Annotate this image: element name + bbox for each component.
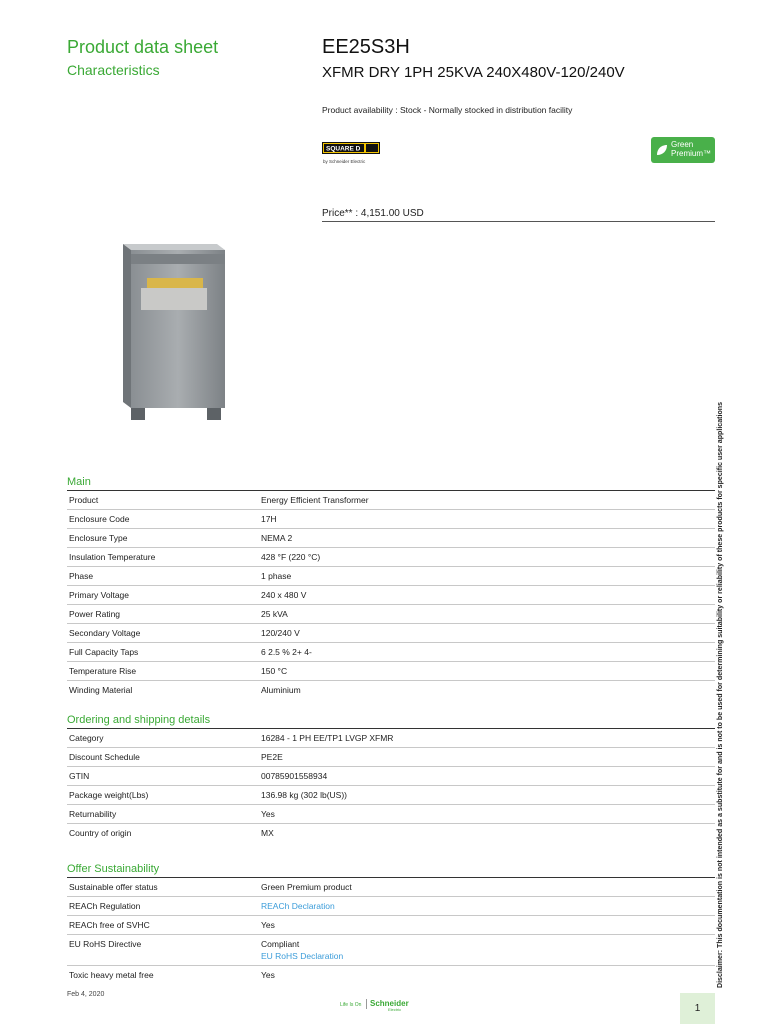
table-row: Primary Voltage 240 x 480 V [67,585,715,604]
green-premium-badge [651,137,715,163]
table-row: Toxic heavy metal free Yes [67,965,715,984]
table-row: Discount Schedule PE2E [67,747,715,766]
square-d-logo [322,142,384,168]
disclaimer [712,400,726,990]
svg-text:Electric: Electric [388,1007,402,1012]
table-row: Secondary Voltage 120/240 V [67,623,715,642]
table-row: Enclosure Code 17H [67,509,715,528]
section-title-ordering: Ordering and shipping details [67,714,211,726]
table-row: Power Rating 25 kVA [67,604,715,623]
page-title: Product data sheet [67,37,219,57]
table-row: Category 16284 - 1 PH EE/TP1 LVGP XFMR [67,728,715,747]
table-row: EU RoHS Directive Compliant EU RoHS Declaration [67,934,715,965]
price: Price** : 4,151.00 USD [322,208,424,219]
svg-text:Schneider: Schneider [370,999,409,1008]
page-subtitle: Characteristics [67,62,160,78]
svg-text:Life Is On: Life Is On [340,1002,362,1008]
table-row: Insulation Temperature 428 °F (220 °C) [67,547,715,566]
table-row: Winding Material Aluminium [67,680,715,699]
table-row: Returnability Yes [67,804,715,823]
schneider-electric-logo [340,997,426,1013]
transformer-image [117,236,229,422]
table-row: Package weight(Lbs) 136.98 kg (302 lb(US)) [67,785,715,804]
page-number: 1 [694,1003,701,1014]
section-title-main: Main [67,476,91,488]
divider [322,221,715,222]
main-table [67,490,715,699]
sustainability-table [67,877,715,984]
table-row: Temperature Rise 150 °C [67,661,715,680]
table-row: GTIN 00785901558934 [67,766,715,785]
svg-text:Disclaimer: This documentation: Disclaimer: This documentation is not intended as a substitute for and is not to be used for determining suitability or reliability of these products for specific user applications [717,406,724,988]
reach-declaration-link[interactable]: REACh Declaration [261,901,335,911]
table-row: Product Energy Efficient Transformer [67,490,715,509]
table-row: Sustainable offer status Green Premium product [67,877,715,896]
leaf-icon [655,143,669,157]
table-row: Country of origin MX [67,823,715,842]
table-row: Phase 1 phase [67,566,715,585]
eu-rohs-declaration-link[interactable]: EU RoHS Declaration [261,951,344,961]
product-description: XFMR DRY 1PH 25KVA 240X480V-120/240V [322,64,625,81]
svg-text:SQUARE D: SQUARE D [326,145,361,153]
product-reference: EE25S3H [322,36,410,58]
section-title-sustainability: Offer Sustainability [67,863,160,875]
footer-date: Feb 4, 2020 [67,991,105,998]
product-availability: Product availability : Stock - Normally stocked in distribution facility [322,105,573,115]
ordering-table [67,728,715,842]
table-row: Full Capacity Taps 6 2.5 % 2+ 4- [67,642,715,661]
green-premium-text: Green Premium™ [671,140,712,158]
table-row: REACh free of SVHC Yes [67,915,715,934]
table-row: Enclosure Type NEMA 2 [67,528,715,547]
svg-text:by Schneider Electric: by Schneider Electric [323,159,366,164]
table-row: REACh Regulation REACh Declaration [67,896,715,915]
